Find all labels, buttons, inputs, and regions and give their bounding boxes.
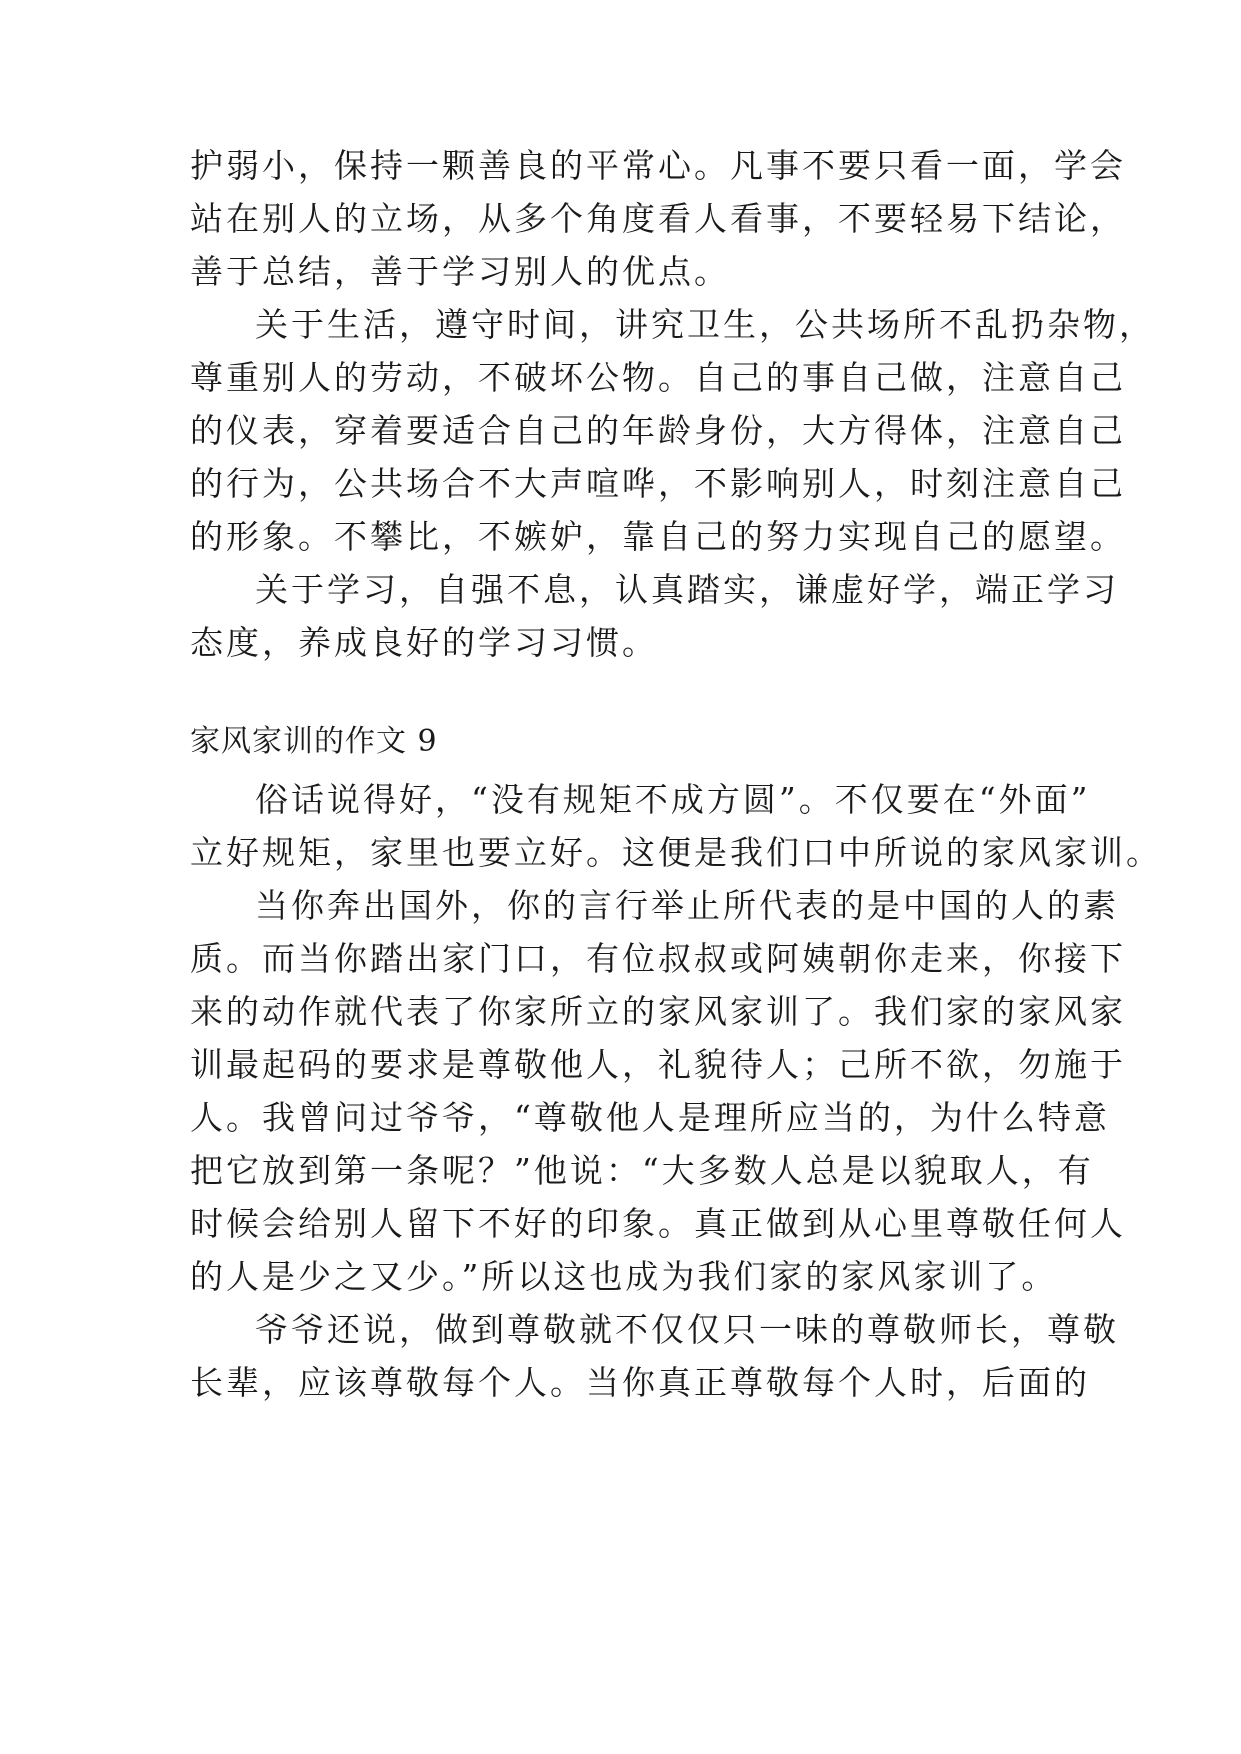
- paragraph-line: 立好规矩，家里也要立好。这便是我们口中所说的家风家训。: [190, 833, 1162, 872]
- paragraph-line: 的人是少之又少。”所以这也成为我们家的家风家训了。: [190, 1257, 1058, 1296]
- section-heading: 家风家训的作文 9: [190, 724, 438, 759]
- paragraph-line: 的形象。不攀比，不嫉妒，靠自己的努力实现自己的愿望。: [190, 517, 1126, 556]
- paragraph-line: 俗话说得好，“没有规矩不成方圆”。不仅要在“外面”: [255, 780, 1091, 819]
- paragraph-line: 人。我曾问过爷爷，“尊敬他人是理所应当的，为什么特意: [190, 1098, 1110, 1137]
- paragraph-line: 善于总结，善于学习别人的优点。: [190, 252, 730, 291]
- paragraph-line: 关于生活，遵守时间，讲究卫生，公共场所不乱扔杂物，: [255, 305, 1155, 344]
- paragraph-line: 的行为，公共场合不大声喧哗，不影响别人，时刻注意自己: [190, 464, 1126, 503]
- paragraph-line: 把它放到第一条呢？”他说：“大多数人总是以貌取人，有: [190, 1151, 1094, 1190]
- paragraph-line: 当你奔出国外，你的言行举止所代表的是中国的人的素: [255, 886, 1119, 925]
- paragraph-line: 护弱小，保持一颗善良的平常心。凡事不要只看一面，学会: [190, 146, 1126, 185]
- paragraph-line: 来的动作就代表了你家所立的家风家训了。我们家的家风家: [190, 992, 1126, 1031]
- paragraph-line: 质。而当你踏出家门口，有位叔叔或阿姨朝你走来，你接下: [190, 939, 1126, 978]
- paragraph-line: 爷爷还说，做到尊敬就不仅仅只一味的尊敬师长，尊敬: [255, 1310, 1119, 1349]
- paragraph-line: 时候会给别人留下不好的印象。真正做到从心里尊敬任何人: [190, 1204, 1126, 1243]
- paragraph-line: 态度，养成良好的学习习惯。: [190, 623, 658, 662]
- paragraph-line: 的仪表，穿着要适合自己的年龄身份，大方得体，注意自己: [190, 411, 1126, 450]
- paragraph-line: 长辈，应该尊敬每个人。当你真正尊敬每个人时，后面的: [190, 1363, 1090, 1402]
- paragraph-line: 尊重别人的劳动，不破坏公物。自己的事自己做，注意自己: [190, 358, 1126, 397]
- paragraph-line: 关于学习，自强不息，认真踏实，谦虚好学，端正学习: [255, 570, 1119, 609]
- paragraph-line: 站在别人的立场，从多个角度看人看事，不要轻易下结论，: [190, 199, 1126, 238]
- paragraph-line: 训最起码的要求是尊敬他人，礼貌待人；己所不欲，勿施于: [190, 1045, 1126, 1084]
